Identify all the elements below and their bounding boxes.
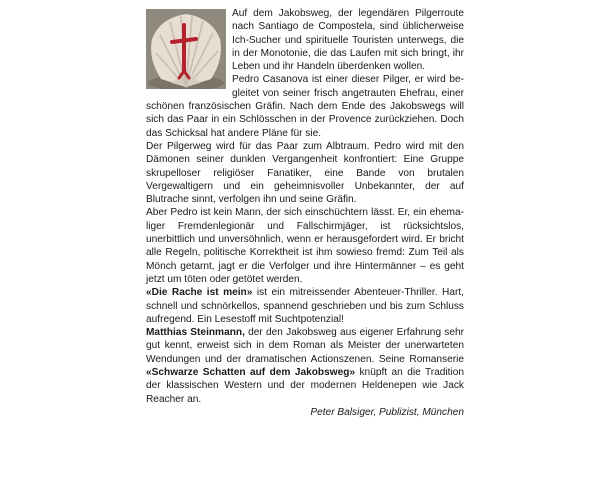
paragraph-book-praise (146, 286, 464, 326)
scallop-shell-icon (146, 9, 226, 89)
book-praise-text: ist ein mitreissender Abenteuer-Thriller. Hart, schnell und schnörkellos, spannend geschrieben und bis zum Schluss aufregend. Ein Lesestoff mit Suchtpotenzial! (146, 287, 464, 325)
paragraph-nightmare: Der Pilgerweg wird für das Paar zum Albtraum. Pedro wird mit den Dämonen seiner dunklen Vergangenheit konfrontiert: Eine Gruppe skrupelloser religiöser Fanatiker, eine Bande von brutalen Vergewaltigern und ein geheimnisvoller Unbekannter, der auf Blutrache sinnt, verfolgen ihn und seine Gräfin. (146, 140, 464, 206)
blurb-text-column (146, 7, 464, 419)
author-name: Matthias Steinmann, (146, 327, 245, 339)
book-title: «Die Rache ist mein» (146, 287, 253, 299)
signature: Peter Balsiger, Publizist, München (310, 406, 464, 418)
paragraph-hero: Aber Pedro ist kein Mann, der sich einschüchtern lässt. Er, ein ehemaliger Fremdenlegionär und Fallschirmjäger, ist rücksichtslos, unerbittlich und unversöhnlich, wenn er herausgefordert wird. Er bricht alle Regeln, politische Korrektheit ist ihm sowieso fremd: Zum Teil als Mönch getarnt, jagt er die Verfolger und ihre Hintermänner – es geht jetzt um töten oder getötet werden. (146, 207, 464, 285)
paragraph-pedro: Pedro Casanova ist einer dieser Pilger, er wird begleitet von seiner frisch angetrauten Ehefrau, einer schönen französischen Gräfin. Nach dem Ende des Jakobswegs will sich das Paar in ein Schlösschen in der Provence zurückziehen. Doch das Schicksal hat andere Pläne für sie. (146, 74, 464, 139)
paragraph-author (146, 326, 464, 406)
scallop-shell-image (146, 9, 226, 89)
paragraph-intro: Auf dem Jakobsweg, der legendären Pilgerroute nach Santiago de Compostela, sind üblicherweise Ich-Sucher und spirituelle Touristen unterwegs, die in der Monotonie, die das Laufen mit sich bringt, ihr Leben und ihr Handeln überdenken wollen. (232, 8, 464, 73)
series-title: «Schwarze Schatten auf dem Jakobsweg» (146, 367, 356, 379)
author-text-2: knüpft an die Tradition der klassischen Western und der modernen Heldenepen wie Jack Reacher an. (146, 367, 464, 405)
author-text-1: der den Jakobsweg aus eigener Erfahrung sehr gut kennt, erweist sich in dem Roman als Meister der unerwarteten Wendungen und der dramatischen Actionszenen. Seine Romanserie (146, 327, 465, 365)
